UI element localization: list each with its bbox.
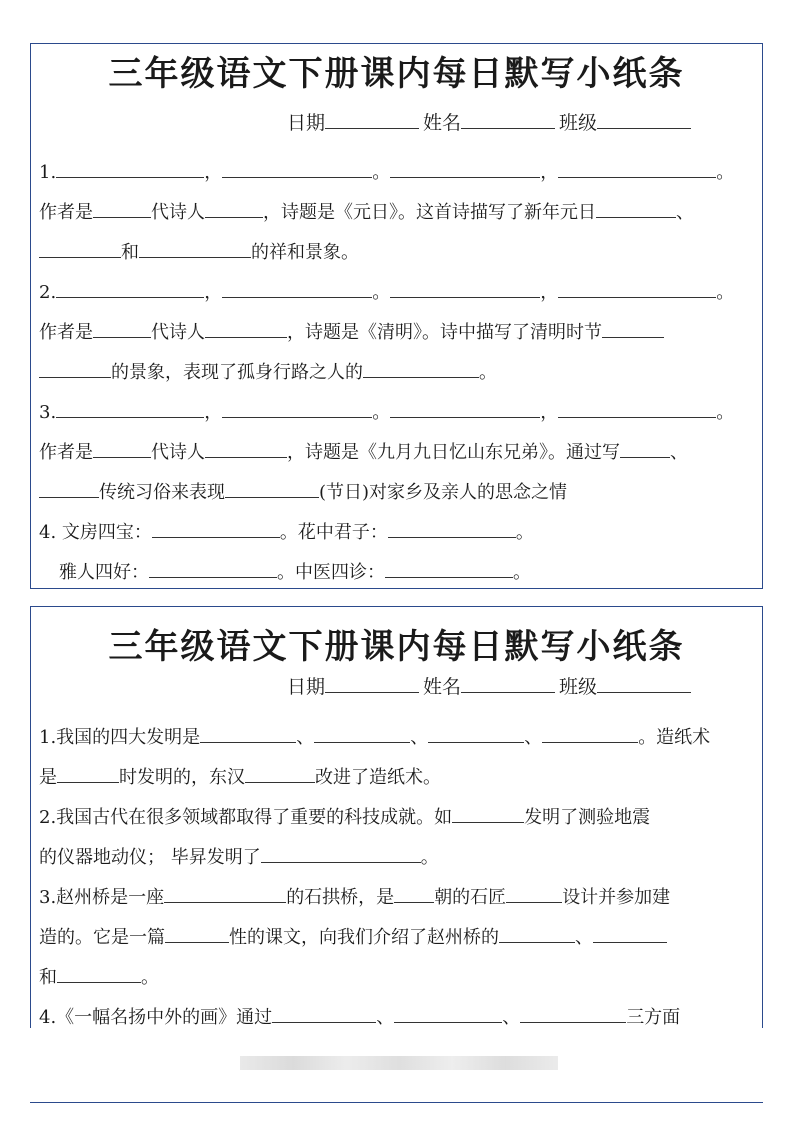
name-blank[interactable] bbox=[461, 673, 555, 693]
name-label: 姓名 bbox=[423, 112, 462, 134]
p2-line-2: 的仪器地动仪； 毕昇发明了 。 bbox=[39, 843, 439, 870]
answer-blank[interactable] bbox=[205, 438, 287, 458]
answer-blank[interactable] bbox=[394, 883, 434, 903]
class-blank[interactable] bbox=[597, 673, 691, 693]
name-blank[interactable] bbox=[461, 109, 555, 129]
worksheet-title: 三年级语文下册课内每日默写小纸条 bbox=[108, 54, 685, 94]
answer-blank[interactable] bbox=[558, 278, 716, 298]
answer-blank[interactable] bbox=[56, 278, 204, 298]
answer-blank[interactable] bbox=[93, 438, 151, 458]
answer-blank[interactable] bbox=[620, 438, 670, 458]
answer-blank[interactable] bbox=[200, 723, 296, 743]
answer-blank[interactable] bbox=[39, 238, 121, 258]
answer-blank[interactable] bbox=[542, 723, 638, 743]
answer-blank[interactable] bbox=[225, 478, 319, 498]
answer-blank[interactable] bbox=[149, 558, 277, 578]
p3-line-1: 3.赵州桥是一座 的石拱桥，是 朝的石匠 设计并参加建 bbox=[39, 883, 670, 910]
q2-author-line: 作者是 代诗人 ，诗题是《清明》。诗中描写了清明时节 bbox=[39, 318, 664, 345]
date-blank[interactable] bbox=[325, 673, 419, 693]
q1-scene-line: 和 的祥和景象。 bbox=[39, 238, 359, 265]
answer-blank[interactable] bbox=[394, 1003, 502, 1023]
answer-blank[interactable] bbox=[205, 318, 287, 338]
answer-blank[interactable] bbox=[57, 963, 141, 983]
answer-blank[interactable] bbox=[390, 158, 540, 178]
answer-blank[interactable] bbox=[93, 318, 151, 338]
answer-blank[interactable] bbox=[261, 843, 421, 863]
answer-blank[interactable] bbox=[363, 358, 479, 378]
q1-poem-line: 1. ， 。 ， 。 bbox=[39, 158, 734, 185]
answer-blank[interactable] bbox=[390, 278, 540, 298]
q3-author-line: 作者是 代诗人 ，诗题是《九月九日忆山东兄弟》。通过写 、 bbox=[39, 438, 688, 465]
q2-scene-line: 的景象，表现了孤身行路之人的 。 bbox=[39, 358, 497, 385]
answer-blank[interactable] bbox=[222, 158, 372, 178]
p2-line-1: 2.我国古代在很多领域都取得了重要的科技成就。如 发明了测验地震 bbox=[39, 803, 650, 830]
p1-line-2: 是 时发明的，东汉 改进了造纸术。 bbox=[39, 763, 441, 790]
bottom-border bbox=[30, 1102, 763, 1103]
answer-blank[interactable] bbox=[558, 398, 716, 418]
answer-blank[interactable] bbox=[385, 558, 513, 578]
class-label: 班级 bbox=[559, 676, 598, 698]
p1-line-1: 1.我国的四大发明是 、 、 、 。造纸术 bbox=[39, 723, 710, 750]
worksheet-card-1 bbox=[30, 43, 763, 589]
answer-blank[interactable] bbox=[272, 1003, 376, 1023]
p4-line-1: 4.《一幅名扬中外的画》通过 、 、 三方面 bbox=[39, 1003, 680, 1030]
answer-blank[interactable] bbox=[56, 158, 204, 178]
answer-blank[interactable] bbox=[390, 398, 540, 418]
answer-blank[interactable] bbox=[428, 723, 524, 743]
watermark-blur bbox=[240, 1056, 558, 1070]
q2-poem-line: 2. ， 。 ， 。 bbox=[39, 278, 734, 305]
date-label: 日期 bbox=[287, 676, 326, 698]
q1-author-line: 作者是 代诗人 ，诗题是《元日》。这首诗描写了新年元日 、 bbox=[39, 198, 694, 225]
answer-blank[interactable] bbox=[164, 883, 286, 903]
q3-customs-line: 传统习俗来表现 (节日)对家乡及亲人的思念之情 bbox=[39, 478, 567, 505]
answer-blank[interactable] bbox=[596, 198, 676, 218]
header-fields bbox=[287, 672, 691, 699]
q1-number: 1. bbox=[39, 162, 57, 183]
answer-blank[interactable] bbox=[245, 763, 315, 783]
answer-blank[interactable] bbox=[93, 198, 151, 218]
answer-blank[interactable] bbox=[388, 518, 516, 538]
header-fields bbox=[287, 108, 691, 135]
worksheet-card-2 bbox=[30, 606, 763, 1028]
answer-blank[interactable] bbox=[56, 398, 204, 418]
answer-blank[interactable] bbox=[222, 278, 372, 298]
answer-blank[interactable] bbox=[452, 803, 524, 823]
class-blank[interactable] bbox=[597, 109, 691, 129]
class-label: 班级 bbox=[559, 112, 598, 134]
q4-line-2: 雅人四好： 。中医四诊： 。 bbox=[59, 558, 531, 585]
answer-blank[interactable] bbox=[499, 923, 575, 943]
answer-blank[interactable] bbox=[57, 763, 119, 783]
q2-number: 2. bbox=[39, 282, 57, 303]
answer-blank[interactable] bbox=[39, 478, 99, 498]
answer-blank[interactable] bbox=[593, 923, 667, 943]
p3-line-3: 和 。 bbox=[39, 963, 159, 990]
name-label: 姓名 bbox=[423, 676, 462, 698]
answer-blank[interactable] bbox=[520, 1003, 626, 1023]
answer-blank[interactable] bbox=[222, 398, 372, 418]
worksheet-title: 三年级语文下册课内每日默写小纸条 bbox=[108, 627, 685, 667]
q4-line-1: 4. 文房四宝： 。花中君子： 。 bbox=[39, 518, 534, 545]
date-blank[interactable] bbox=[325, 109, 419, 129]
answer-blank[interactable] bbox=[205, 198, 263, 218]
answer-blank[interactable] bbox=[602, 318, 664, 338]
answer-blank[interactable] bbox=[152, 518, 280, 538]
q3-number: 3. bbox=[39, 402, 57, 423]
answer-blank[interactable] bbox=[558, 158, 716, 178]
answer-blank[interactable] bbox=[39, 358, 111, 378]
answer-blank[interactable] bbox=[506, 883, 562, 903]
answer-blank[interactable] bbox=[165, 923, 229, 943]
answer-blank[interactable] bbox=[139, 238, 251, 258]
date-label: 日期 bbox=[287, 112, 326, 134]
q3-poem-line: 3. ， 。 ， 。 bbox=[39, 398, 734, 425]
p3-line-2: 造的。它是一篇 性的课文，向我们介绍了赵州桥的 、 bbox=[39, 923, 667, 950]
answer-blank[interactable] bbox=[314, 723, 410, 743]
